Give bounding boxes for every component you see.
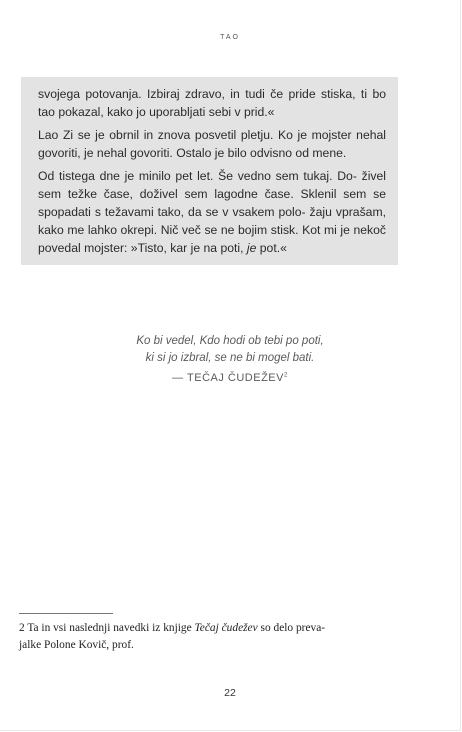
footnote-divider xyxy=(19,613,113,614)
epigraph-line: Ko bi vedel, Kdo hodi ob tebi po poti, xyxy=(136,335,324,347)
footnote-line: jalke Polone Kovič, prof. xyxy=(19,639,134,651)
epigraph-line: ki si jo izbral, se ne bi mogel bati. xyxy=(145,352,315,364)
running-head: TAO xyxy=(220,34,240,41)
box-line: pot.« xyxy=(256,241,287,255)
page-number: 22 xyxy=(224,687,236,699)
box-line: živel sem težke čase, doživel sem lagodne čase. Sklenil xyxy=(38,169,387,201)
box-line: sem se spopadati s težavami tako, da se v vsakem polo- xyxy=(38,187,386,219)
footnote xyxy=(19,620,404,654)
footnote-text: 2 Ta in vsi naslednji navedki iz knjige xyxy=(19,622,195,634)
book-title: Tečaj čudežev xyxy=(194,622,258,634)
box-line: nehal govoriti, je nehal govoriti. Ostalo je bilo odvisno od xyxy=(38,128,386,160)
attribution-text: — TEČAJ ČUDEŽEV xyxy=(172,372,284,384)
highlighted-text-box xyxy=(21,77,398,265)
box-paragraph-1 xyxy=(38,85,386,121)
footnote-ref: 2 xyxy=(283,372,288,379)
epigraph xyxy=(0,333,460,367)
footnote-text: so delo preva- xyxy=(257,622,326,634)
box-line: Od tistega dne je minilo pet let. Še vedno sem tukaj. Do- xyxy=(38,169,357,183)
box-paragraph-3 xyxy=(38,167,386,257)
epigraph-attribution xyxy=(0,372,460,384)
emphasis: je xyxy=(246,241,257,255)
box-line: mene. xyxy=(312,146,347,160)
box-line: poti, xyxy=(220,241,247,255)
footnote-line xyxy=(19,620,404,637)
box-line: svojega potovanja. Izbiraj zdravo, in tudi če pride stiska, ti xyxy=(38,87,368,101)
box-line: Lao Zi se je obrnil in znova posvetil pletju. Ko je mojster xyxy=(38,128,352,142)
box-line: bo tao pokazal, kako jo uporabljati sebi v prid.« xyxy=(38,87,386,119)
box-line: stisk. Kot mi je nekoč povedal mojster: »Tisto, kar je na xyxy=(38,223,387,255)
box-line: žaju vprašam, kako me lahko okrepi. Nič več se ne bojim xyxy=(38,205,386,237)
box-paragraph-2 xyxy=(38,126,386,162)
